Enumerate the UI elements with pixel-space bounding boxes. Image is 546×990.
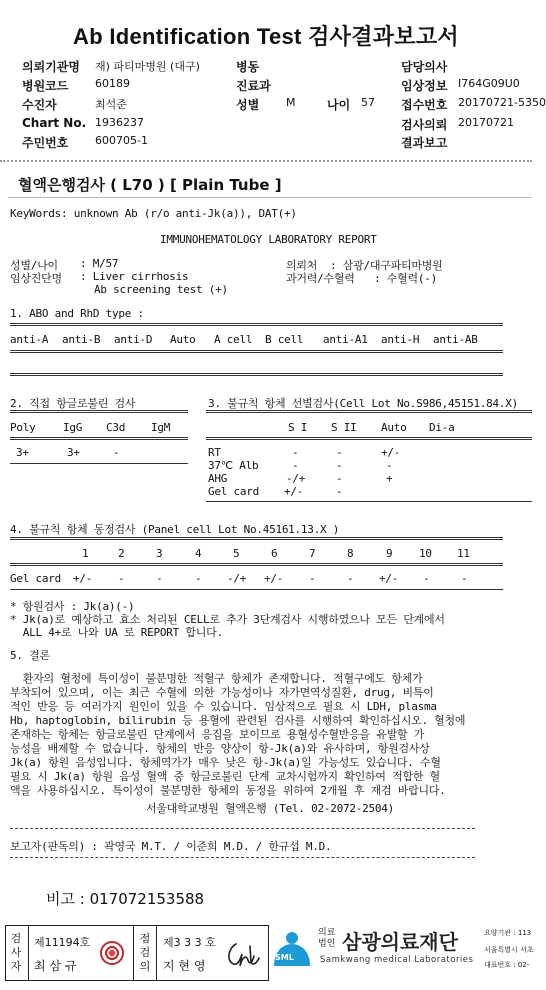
dat-col-igm: IgM: [151, 421, 171, 434]
org-side-info: 요양기관 : 113: [484, 929, 532, 937]
sig-divider: [133, 925, 134, 981]
screen-col-s2: S II: [331, 421, 357, 434]
section-title: 혈액은행검사 ( L70 ) [ Plain Tube ]: [18, 176, 282, 194]
conclusion-line: 환자의 혈청에 특이성이 불분명한 적혈구 항체가 존재합니다. 적혈구에도 항체가: [10, 672, 423, 685]
abo-col: anti-H: [381, 333, 420, 346]
inspector-name: 최 삼 규: [34, 959, 77, 973]
label-patient: 수진자: [22, 98, 57, 112]
panel-cell: -/+: [227, 572, 247, 585]
dat-val-igg: 3+: [67, 446, 80, 459]
panel-cell: -: [195, 572, 202, 585]
panel-cell: +/-: [379, 572, 399, 585]
conclusion-line: 적인 반응 등 여러가지 원인이 있을 수 있습니다. 임상적으로 필요 시 LDH, plasma: [10, 700, 437, 713]
header-divider: [0, 160, 532, 162]
org-small-1: 의료: [318, 928, 336, 938]
screen-cell: -: [292, 446, 299, 459]
screen-cell: -: [336, 459, 343, 472]
note-line: ALL 4+로 나와 UA 로 REPORT 합니다.: [10, 626, 223, 639]
screen-cell: -: [336, 472, 343, 485]
remark: 비고 : 017072153588: [46, 890, 205, 908]
conclusion-line: 능성을 배제할 수 없습니다. 항체의 반응 양상이 항-Jk(a)와 유사하며, 항원검사상: [10, 742, 430, 755]
screen-cell: -: [336, 485, 343, 498]
screen-col-auto: Auto: [381, 421, 407, 434]
abo-col: anti-AB: [433, 333, 478, 346]
dat-col-igg: IgG: [63, 421, 83, 434]
panel-cell: -: [347, 572, 354, 585]
client-value: : 삼광/대구파티마병원: [330, 259, 443, 272]
note-line: * 항원검사 : Jk(a)(-): [10, 600, 135, 613]
report-title: Ab Identification Test 검사결과보고서: [73, 24, 459, 49]
sex-age-value: : M/57: [80, 257, 119, 270]
screen-cell: +/-: [284, 485, 304, 498]
value-sex: M: [286, 96, 296, 109]
screen-rule-mid: [206, 437, 532, 440]
note-line: * Jk(a)로 예상하고 효소 처리된 CELL로 추가 3단계검사 시행하였으나 모든 단계에서: [10, 613, 445, 626]
label-department: 진료과: [236, 79, 271, 93]
conclusion-line: 부착되어 있으며, 이는 최근 수혈에 의한 가능성이나 자가면역성질환, drug, 비특이: [10, 686, 434, 699]
screen-cell: +/-: [381, 446, 401, 459]
sml-logo-text: SML: [275, 953, 294, 962]
panel-cell: +/-: [73, 572, 93, 585]
keywords-line: KeyWords: unknown Ab (r/o anti-Jk(a)), DAT(+): [10, 207, 297, 220]
abo-rule-top: [10, 323, 503, 326]
panel-cell: -: [118, 572, 125, 585]
panel-cell: -: [309, 572, 316, 585]
hospital-line: 서울대학교병원 혈액은행 (Tel. 02-2072-2504): [146, 802, 394, 815]
panel-col: 7: [309, 547, 316, 560]
screen-cell: -: [336, 446, 343, 459]
org-side-info: 대표번호 : 02-: [484, 961, 530, 969]
screen-row-label: 37℃ Alb: [208, 459, 259, 472]
panel-cell: -: [423, 572, 430, 585]
value-patient: 최석준: [95, 98, 127, 111]
panel-col: 3: [156, 547, 163, 560]
panel-rule-bottom: [10, 589, 503, 590]
panel-col: 1: [82, 547, 89, 560]
screen-row-label: AHG: [208, 472, 228, 485]
value-chart-no: 1936237: [95, 116, 144, 129]
screen-section-title: 3. 불규칙 항체 선별검사(Cell Lot No.S986,45151.84.X): [208, 397, 519, 410]
panel-col: 4: [195, 547, 202, 560]
panel-cell: -: [461, 572, 468, 585]
value-client-org: 재) 파티마병원 (대구): [95, 60, 200, 73]
reporter-rule-top: [10, 828, 475, 829]
value-clinical-info: I764G09U0: [458, 77, 520, 90]
panel-col: 2: [118, 547, 125, 560]
abo-col: anti-B: [62, 333, 101, 346]
screen-row-label: Gel card: [208, 485, 259, 498]
panel-rule-top: [10, 537, 503, 540]
diagnosis-value-1: : Liver cirrhosis: [80, 270, 189, 283]
label-receipt-no: 접수번호: [401, 98, 448, 112]
abo-col: anti-A: [10, 333, 49, 346]
label-client-org: 의뢰기관명: [22, 60, 80, 74]
abo-col: A cell: [214, 333, 253, 346]
dat-rule-bottom: [10, 463, 188, 464]
org-side-info: 서울특별시 서초: [484, 946, 534, 954]
org-english-name: Samkwang medical Laboratories: [320, 955, 474, 965]
panel-col: 11: [457, 547, 470, 560]
conclusion-line: 액을 사용하십시오. 특이성이 불분명한 항체의 동정을 위하여 2개월 후 재검 바랍니다.: [10, 784, 446, 797]
panel-section-title: 4. 불규칙 항체 동정검사 (Panel cell Lot No.45161.13.X ): [10, 523, 340, 536]
org-small-2: 법인: [318, 939, 336, 949]
label-age: 나이: [327, 98, 351, 112]
abo-rule-mid: [10, 350, 503, 353]
label-result-report: 결과보고: [401, 136, 448, 150]
value-age: 57: [361, 96, 375, 109]
dat-val-c3d: -: [113, 446, 120, 459]
abo-section-title: 1. ABO and RhD type :: [10, 307, 144, 320]
panel-col: 8: [347, 547, 354, 560]
sml-logo-icon: [270, 928, 314, 976]
inspector-id: 제11194호: [34, 936, 91, 949]
history-label: 과거력/수혈력: [286, 272, 355, 285]
section-divider: [8, 197, 532, 198]
screen-rule-bottom: [206, 501, 532, 502]
label-clinical-info: 임상정보: [401, 79, 448, 93]
conclusion-title: 5. 결론: [10, 649, 50, 662]
value-request-date: 20170721: [458, 116, 514, 129]
diagnosis-label: 임상진단명: [10, 272, 62, 285]
screen-col-s1: S I: [288, 421, 308, 434]
panel-cell: +/-: [264, 572, 284, 585]
abo-col: anti-A1: [323, 333, 368, 346]
inspector-seal-icon: [100, 941, 124, 965]
dat-rule-mid: [10, 437, 188, 440]
sig-divider: [28, 925, 29, 981]
panel-col: 6: [271, 547, 278, 560]
conclusion-line: Hb, haptoglobin, bilirubin 등 용혈에 관련된 검사를 시행하여 확인하십시오. 혈청에: [10, 714, 466, 727]
screen-cell: -: [292, 459, 299, 472]
abo-col: anti-D: [114, 333, 153, 346]
abo-rule-bottom: [10, 373, 503, 376]
reviewer-label: 점검의: [139, 932, 151, 973]
abo-col: Auto: [170, 333, 196, 346]
screen-cell: +: [386, 472, 393, 485]
panel-cell: -: [156, 572, 163, 585]
value-hospital-code: 60189: [95, 77, 130, 90]
label-doctor: 담당의사: [401, 60, 448, 74]
panel-col: 10: [419, 547, 432, 560]
reporter-line: 보고자(판독의) : 곽영국 M.T. / 이준희 M.D. / 한규섭 M.D.: [10, 840, 332, 853]
dat-col-poly: Poly: [10, 421, 36, 434]
dat-val-poly: 3+: [16, 446, 29, 459]
conclusion-line: 필요 시 Jk(a) 항원 음성 혈액 중 항글로불린 단계 교차시험까지 확인하여 적합한 혈: [10, 770, 440, 783]
screen-rule-top: [206, 410, 532, 413]
dat-section-title: 2. 직접 항글로불린 검사: [10, 397, 136, 410]
conclusion-line: 존재하는 항체는 항글로불린 단계에서 응집을 보이므로 용혈성수혈반응을 유발할 가: [10, 728, 425, 741]
lab-report-title: IMMUNOHEMATOLOGY LABORATORY REPORT: [160, 233, 377, 246]
client-label: 의뢰처: [286, 259, 318, 272]
label-ward: 병동: [236, 60, 260, 74]
dat-col-c3d: C3d: [106, 421, 126, 434]
signature-icon: [224, 938, 262, 970]
reviewer-id: 제3 3 3 호: [163, 936, 216, 949]
screen-cell: -/+: [286, 472, 306, 485]
diagnosis-value-2: Ab screening test (+): [94, 283, 228, 296]
org-name: 삼광의료재단: [342, 930, 458, 954]
conclusion-line: Jk(a) 항원 음성입니다. 항체역가가 매우 낮은 항-Jk(a)일 가능성도 있습니다. 수혈: [10, 756, 441, 769]
inspector-label: 검사자: [10, 932, 22, 973]
reviewer-name: 지 현 영: [163, 959, 206, 973]
dat-rule-top: [10, 410, 188, 413]
screen-col-dia: Di-a: [429, 421, 455, 434]
sex-age-label: 성별/나이: [10, 259, 58, 272]
screen-row-label: RT: [208, 446, 221, 459]
reporter-rule-bottom: [10, 857, 475, 858]
panel-col: 9: [386, 547, 393, 560]
label-resident-no: 주민번호: [22, 136, 69, 150]
label-request-date: 검사의뢰: [401, 118, 448, 132]
abo-col: B cell: [265, 333, 304, 346]
panel-col: 5: [233, 547, 240, 560]
value-receipt-no: 20170721-5350: [458, 96, 546, 109]
screen-cell: -: [386, 459, 393, 472]
label-hospital-code: 병원코드: [22, 79, 69, 93]
label-chart-no: Chart No.: [22, 116, 87, 130]
label-sex: 성별: [236, 98, 260, 112]
sig-divider: [156, 925, 157, 981]
history-value: : 수혈력(-): [374, 272, 437, 285]
panel-rule-mid: [10, 563, 503, 566]
panel-row-label: Gel card: [10, 572, 61, 585]
value-resident-no: 600705-1: [95, 134, 148, 147]
